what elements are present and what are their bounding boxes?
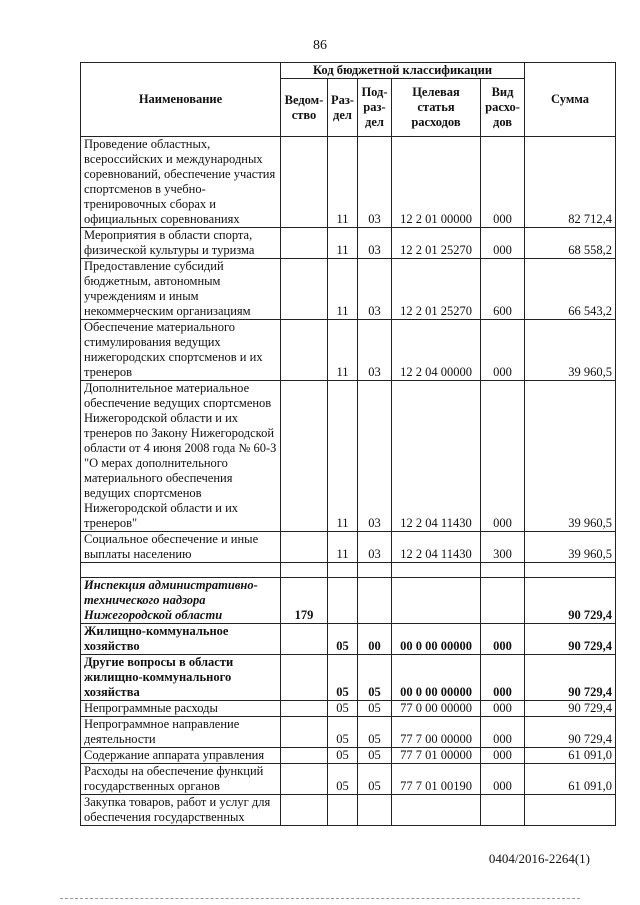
row-target: 12 2 01 00000 (392, 137, 481, 228)
row-target: 00 0 00 00000 (392, 655, 481, 701)
table-row (81, 137, 616, 228)
row-target: 77 7 00 00000 (392, 717, 481, 748)
table-row (81, 701, 616, 717)
row-section: 05 (328, 624, 358, 655)
row-sum: 39 960,5 (525, 532, 616, 563)
table-row (81, 228, 616, 259)
row-expense-type: 000 (481, 320, 525, 381)
row-section: 11 (328, 381, 358, 532)
row-subsection: 05 (358, 717, 392, 748)
row-name: Закупка товаров, работ и услуг для обеспечения государственных (81, 795, 281, 826)
row-name: Социальное обеспечение и иные выплаты населению (81, 532, 281, 563)
row-department (281, 748, 328, 764)
row-sum (525, 563, 616, 578)
row-section: 11 (328, 532, 358, 563)
row-target: 77 7 01 00000 (392, 748, 481, 764)
row-target: 00 0 00 00000 (392, 624, 481, 655)
row-name: Дополнительное материальное обеспечение ведущих спортсменов Нижегородской области и их тренеров по Закону Нижегородской области от 4 июня 2008 года № 60-З "О мерах дополнительного материального обеспечения ведущих спортсменов Нижегородской области и их тренеров" (81, 381, 281, 532)
table-row (81, 655, 616, 701)
row-department (281, 764, 328, 795)
row-name: Жилищно-коммунальное хозяйство (81, 624, 281, 655)
table-row (81, 259, 616, 320)
row-sum: 90 729,4 (525, 578, 616, 624)
document-number: 0404/2016-2264(1) (488, 851, 590, 866)
row-target: 12 2 04 11430 (392, 532, 481, 563)
row-section: 05 (328, 701, 358, 717)
header-subsection: Под-раз-дел (358, 79, 392, 137)
row-section: 05 (328, 655, 358, 701)
row-name: Расходы на обеспечение функций государственных органов (81, 764, 281, 795)
row-subsection: 03 (358, 381, 392, 532)
row-subsection: 03 (358, 259, 392, 320)
table-row (81, 532, 616, 563)
row-sum: 61 091,0 (525, 748, 616, 764)
row-department (281, 563, 328, 578)
table-row (81, 320, 616, 381)
row-name: Предоставление субсидий бюджетным, автономным учреждениям и иным некоммерческим организациям (81, 259, 281, 320)
row-target (392, 563, 481, 578)
row-subsection: 00 (358, 624, 392, 655)
row-department (281, 259, 328, 320)
table-row (81, 578, 616, 624)
row-expense-type (481, 795, 525, 826)
table-row (81, 563, 616, 578)
row-name: Обеспечение материального стимулирования ведущих нижегородских спортсменов и их тренеров (81, 320, 281, 381)
row-department (281, 320, 328, 381)
row-department (281, 655, 328, 701)
row-section: 05 (328, 764, 358, 795)
row-sum: 66 543,2 (525, 259, 616, 320)
row-name: Содержание аппарата управления (81, 748, 281, 764)
row-sum: 90 729,4 (525, 717, 616, 748)
row-sum: 39 960,5 (525, 320, 616, 381)
row-sum: 39 960,5 (525, 381, 616, 532)
footer-divider (60, 898, 580, 900)
row-section (328, 578, 358, 624)
row-name: Инспекция административно-технического надзора Нижегородской области (81, 578, 281, 624)
header-expense-type: Вид расхо-дов (481, 79, 525, 137)
row-department (281, 624, 328, 655)
row-expense-type: 000 (481, 381, 525, 532)
row-sum: 90 729,4 (525, 701, 616, 717)
row-section: 05 (328, 748, 358, 764)
row-expense-type: 000 (481, 137, 525, 228)
row-expense-type: 000 (481, 624, 525, 655)
row-department (281, 228, 328, 259)
row-expense-type: 000 (481, 764, 525, 795)
row-subsection: 03 (358, 228, 392, 259)
row-subsection (358, 578, 392, 624)
row-subsection: 03 (358, 320, 392, 381)
row-sum (525, 795, 616, 826)
row-subsection (358, 563, 392, 578)
table-row (81, 624, 616, 655)
row-name: Мероприятия в области спорта, физической культуры и туризма (81, 228, 281, 259)
table-row (81, 717, 616, 748)
row-department (281, 701, 328, 717)
row-expense-type: 000 (481, 701, 525, 717)
row-expense-type: 000 (481, 748, 525, 764)
table-body (81, 137, 616, 826)
row-expense-type: 000 (481, 655, 525, 701)
row-target: 77 7 01 00190 (392, 764, 481, 795)
row-expense-type (481, 578, 525, 624)
row-section: 05 (328, 717, 358, 748)
page-number: 86 (313, 38, 327, 53)
row-sum: 90 729,4 (525, 655, 616, 701)
row-target: 12 2 01 25270 (392, 228, 481, 259)
row-subsection: 05 (358, 764, 392, 795)
table-row (81, 764, 616, 795)
row-name: Проведение областных, всероссийских и международных соревнований, обеспечение участия спортсменов в учебно-тренировочных сборах и официальных соревнованиях (81, 137, 281, 228)
row-name: Другие вопросы в области жилищно-коммунального хозяйства (81, 655, 281, 701)
row-section: 11 (328, 137, 358, 228)
row-sum: 68 558,2 (525, 228, 616, 259)
header-department: Ведом-ство (281, 79, 328, 137)
row-expense-type: 600 (481, 259, 525, 320)
budget-table (80, 62, 616, 826)
row-subsection: 05 (358, 701, 392, 717)
row-expense-type: 000 (481, 717, 525, 748)
row-subsection: 03 (358, 137, 392, 228)
row-subsection (358, 795, 392, 826)
row-target: 12 2 04 00000 (392, 320, 481, 381)
row-target: 12 2 01 25270 (392, 259, 481, 320)
row-section: 11 (328, 320, 358, 381)
row-section (328, 563, 358, 578)
row-name: Непрограммное направление деятельности (81, 717, 281, 748)
row-expense-type (481, 563, 525, 578)
table-row (81, 381, 616, 532)
row-section: 11 (328, 259, 358, 320)
row-department (281, 381, 328, 532)
row-sum: 61 091,0 (525, 764, 616, 795)
row-department (281, 532, 328, 563)
row-target: 77 0 00 00000 (392, 701, 481, 717)
row-target (392, 795, 481, 826)
row-section (328, 795, 358, 826)
table-row (81, 748, 616, 764)
row-department (281, 137, 328, 228)
header-name: Наименование (81, 63, 281, 137)
row-department: 179 (281, 578, 328, 624)
row-expense-type: 000 (481, 228, 525, 259)
header-row-top (81, 63, 616, 79)
header-target: Целевая статья расходов (392, 79, 481, 137)
table-row (81, 795, 616, 826)
row-subsection: 03 (358, 532, 392, 563)
row-name (81, 563, 281, 578)
header-sum: Сумма (525, 63, 616, 137)
row-subsection: 05 (358, 655, 392, 701)
row-sum: 82 712,4 (525, 137, 616, 228)
row-target (392, 578, 481, 624)
header-section: Раз-дел (328, 79, 358, 137)
row-target: 12 2 04 11430 (392, 381, 481, 532)
row-department (281, 717, 328, 748)
row-section: 11 (328, 228, 358, 259)
row-name: Непрограммные расходы (81, 701, 281, 717)
row-subsection: 05 (358, 748, 392, 764)
header-code-group: Код бюджетной классификации (281, 63, 525, 79)
row-department (281, 795, 328, 826)
row-sum: 90 729,4 (525, 624, 616, 655)
row-expense-type: 300 (481, 532, 525, 563)
